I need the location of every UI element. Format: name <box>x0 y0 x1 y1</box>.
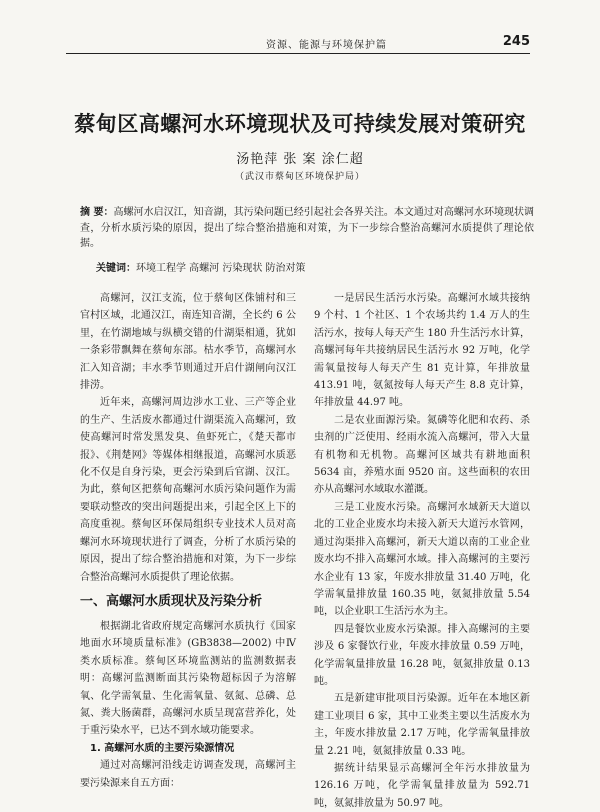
journal-name: 资源、能源与环境保护篇 <box>266 40 387 51</box>
paragraph: 近年来，高螺河周边涉水工业、三产等企业的生产、生活废水都通过什湖渠流入高螺河，致使高螺河时常发黑发臭、鱼虾死亡，《楚天都市报》、《荆楚网》等媒体相继报道，高螺河水质恶化不仅是自身污染，更会污染到后官湖、汉江。为此，蔡甸区把蔡甸高螺河水质污染问题作为需要联动整改的突出问题提出来，引起全区上下的高度重视。蔡甸区环保局组织专业技术人员对高螺河水环境现状进行了调查，分析了水质污染的原因，提出了综合整治措施和对策，为下一步综合整治高螺河水质提供了理论依据。 <box>80 397 296 583</box>
section-heading: 一、高螺河水质现状及污染分析 <box>80 593 263 609</box>
page-number: 245 <box>502 34 530 49</box>
paragraph: 根据湖北省政府规定高螺河水质执行《国家地面水环境质量标准》(GB3838—2002) 中Ⅳ类水质标准。蔡甸区环境监测站的监测数据表明：高螺河监测断面其污染物超标因子为溶解氧、化学需氧量、生化需氧量、氨氮、总磷、总氮、粪大肠菌群，高螺河水质呈现富营养化，处于重污染水平，已达不到水域功能要求。 <box>80 620 296 737</box>
affiliation: （武汉市蔡甸区环境保护局） <box>234 172 365 182</box>
paragraph: 一是居民生活污水污染。高螺河水域共接纳 9 个村、1 个社区、1 个农场共约 1.4 万人的生活污水，按每人每天产生 180 升生活污水计算，高螺河每年共接纳居民生活污水 92 万吨，化学需氧量按每人每天产生 81 克计算，年排放量 413.91 吨，氨氮按每人每天产生 8.8 克计算，年排放量 44.97 吨。 <box>314 293 530 409</box>
author-list: 汤艳萍 张 案 涂仁超 <box>236 152 364 167</box>
paragraph: 二是农业面源污染。氮磷等化肥和农药、杀虫剂的广泛使用、经雨水流入高螺河，带入大量有机物和无机物。高螺河区域共有耕地面积 5634 亩，养殖水面 9520 亩。这些面积的农田亦从高螺河水域取水灌溉。 <box>314 414 530 496</box>
paragraph: 四是餐饮业废水污染源。排入高螺河的主要涉及 6 家餐饮行业，年废水排放量 0.59 万吨，化学需氧量排放量 16.28 吨，氨氮排放量 0.13 吨。 <box>314 623 530 687</box>
abstract-text: 高螺河水启汉江，知音湖，其污染问题已经引起社会各界关注。本文通过对高螺河水环境现状调查，分析水质污染的原因，提出了综合整治措施和对策，为下一步综合整治高螺河水质提供了理论依据。 <box>80 207 535 249</box>
paragraph: 通过对高螺河沿线走访调查发现，高螺河主要污染源来自五方面： <box>80 760 296 789</box>
paragraph: 三是工业废水污染。高螺河水域新天大道以北的工业企业废水均未接入新天大道污水管网，通过沟渠排入高螺河，新天大道以南的工业企业废水均不排入高螺河水域。排入高螺河的主要污水企业有 13 家，年废水排放量 31.40 万吨，化学需氧量排放量 160.35 吨，氨氮排放量 5.54 吨，以企业职工生活污水为主。 <box>314 501 530 618</box>
left-column <box>80 290 296 792</box>
keywords-label: 关键词： <box>96 263 136 274</box>
paragraph: 据统计结果显示高螺河全年污水排放量为 126.16 万吨，化学需氧量排放量为 592.71 吨，氨氮排放量为 50.97 吨。 <box>314 762 530 809</box>
keywords <box>96 259 534 274</box>
right-column <box>314 290 530 812</box>
article-title: 蔡甸区高螺河水环境现状及可持续发展对策研究 <box>74 112 526 136</box>
subsection-heading: 1. 高螺河水质的主要污染源情况 <box>90 742 235 754</box>
keywords-text: 环境工程学 高螺河 污染现状 防治对策 <box>136 263 306 274</box>
running-header <box>66 36 530 52</box>
header-rule <box>66 53 530 54</box>
abstract-label: 摘 要： <box>80 207 114 218</box>
paragraph: 高螺河，汉江支流，位于蔡甸区侏铺村和三官村区域，北通汉江，南连知音湖，全长约 6 公里，在竹湖地域与纵横交错的什湖渠相通，犹如一条彩带飘舞在蔡甸东部。枯水季节，高螺河水汇入知音湖；丰水季节则通过开启什湖闸向汉江排涝。 <box>80 293 296 392</box>
paragraph: 五是新建审批项目污染源。近年在本地区新建工业项目 6 家，其中工业类主要以生活废水为主，年废水排放量 2.17 万吨，化学需氧量排放量 2.21 吨，氨氮排放量 0.33 吨。 <box>314 693 530 757</box>
abstract <box>80 205 534 252</box>
